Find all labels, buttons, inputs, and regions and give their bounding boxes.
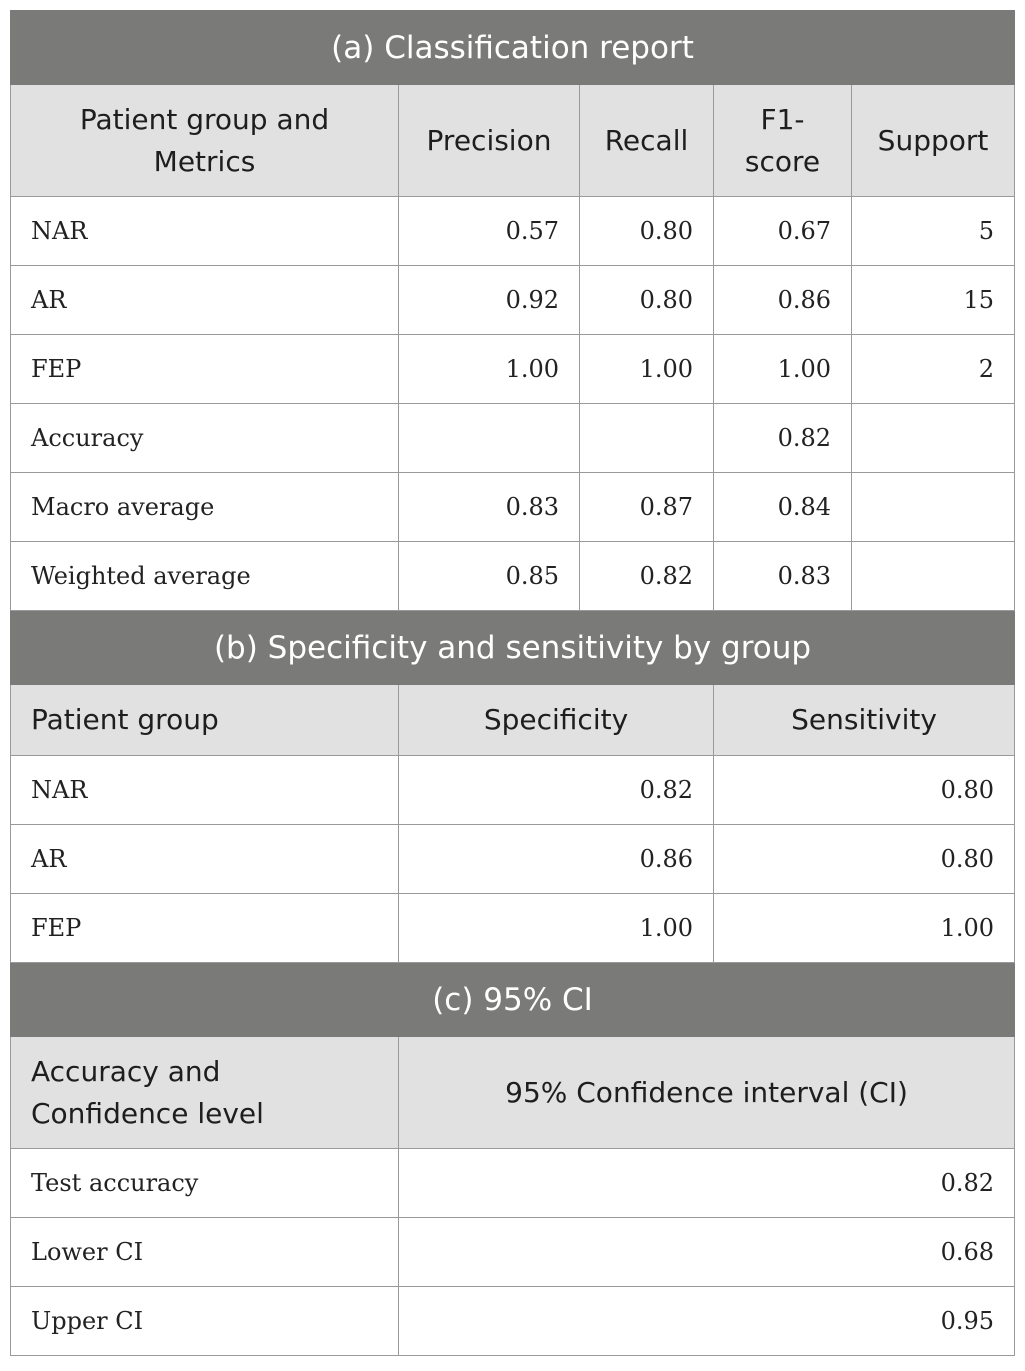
section-a-title-row [11, 11, 1015, 85]
recall-value: 0.80 [580, 266, 714, 335]
col-header-f1-score: F1-score [714, 85, 852, 197]
row-label: NAR [11, 197, 399, 266]
row-label: FEP [11, 894, 399, 963]
sensitivity-value: 0.80 [714, 756, 1015, 825]
f1-score-value: 0.67 [714, 197, 852, 266]
table-row [11, 197, 1015, 266]
specificity-value: 0.82 [399, 756, 714, 825]
precision-value: 0.83 [399, 473, 580, 542]
col-header-specificity: Specificity [399, 685, 714, 756]
table-row [11, 1149, 1015, 1218]
row-label: Upper CI [11, 1287, 399, 1356]
section-b-title-row [11, 611, 1015, 685]
f1-score-value: 0.83 [714, 542, 852, 611]
col-header-support: Support [852, 85, 1015, 197]
col-header-sensitivity: Sensitivity [714, 685, 1015, 756]
section-a-title: (a) Classification report [11, 11, 1015, 85]
row-label: Test accuracy [11, 1149, 399, 1218]
table-row [11, 825, 1015, 894]
support-value [852, 404, 1015, 473]
row-label: FEP [11, 335, 399, 404]
col-header-patient-group-metrics: Patient group and Metrics [11, 85, 399, 197]
f1-score-value: 0.82 [714, 404, 852, 473]
table-row [11, 266, 1015, 335]
table-row [11, 404, 1015, 473]
table-row [11, 473, 1015, 542]
section-b-header-row [11, 685, 1015, 756]
table-row [11, 1218, 1015, 1287]
support-value [852, 473, 1015, 542]
table-row [11, 894, 1015, 963]
support-value [852, 542, 1015, 611]
recall-value: 0.80 [580, 197, 714, 266]
recall-value [580, 404, 714, 473]
ci-value: 0.95 [399, 1287, 1015, 1356]
support-value: 15 [852, 266, 1015, 335]
specificity-value: 0.86 [399, 825, 714, 894]
section-a-header-row [11, 85, 1015, 197]
precision-value: 0.57 [399, 197, 580, 266]
support-value: 5 [852, 197, 1015, 266]
f1-score-value: 0.84 [714, 473, 852, 542]
f1-score-value: 1.00 [714, 335, 852, 404]
row-label: Lower CI [11, 1218, 399, 1287]
col-header-accuracy-confidence-level: Accuracy and Confidence level [11, 1037, 399, 1149]
precision-value: 0.92 [399, 266, 580, 335]
col-header-patient-group: Patient group [11, 685, 399, 756]
sensitivity-value: 1.00 [714, 894, 1015, 963]
col-header-precision: Precision [399, 85, 580, 197]
precision-value: 0.85 [399, 542, 580, 611]
section-c-title-row [11, 963, 1015, 1037]
col-header-confidence-interval: 95% Confidence interval (CI) [399, 1037, 1015, 1149]
col-header-recall: Recall [580, 85, 714, 197]
row-label: Accuracy [11, 404, 399, 473]
row-label: Weighted average [11, 542, 399, 611]
section-c-header-row [11, 1037, 1015, 1149]
recall-value: 1.00 [580, 335, 714, 404]
row-label: AR [11, 266, 399, 335]
table-row [11, 542, 1015, 611]
specificity-value: 1.00 [399, 894, 714, 963]
row-label: AR [11, 825, 399, 894]
support-value: 2 [852, 335, 1015, 404]
recall-value: 0.87 [580, 473, 714, 542]
table-row [11, 756, 1015, 825]
sensitivity-value: 0.80 [714, 825, 1015, 894]
precision-value: 1.00 [399, 335, 580, 404]
ci-value: 0.68 [399, 1218, 1015, 1287]
f1-score-value: 0.86 [714, 266, 852, 335]
row-label: Macro average [11, 473, 399, 542]
results-table [10, 10, 1015, 1356]
row-label: NAR [11, 756, 399, 825]
section-c-title: (c) 95% CI [11, 963, 1015, 1037]
recall-value: 0.82 [580, 542, 714, 611]
precision-value [399, 404, 580, 473]
table-row [11, 1287, 1015, 1356]
section-b-title: (b) Specificity and sensitivity by group [11, 611, 1015, 685]
ci-value: 0.82 [399, 1149, 1015, 1218]
table-row [11, 335, 1015, 404]
